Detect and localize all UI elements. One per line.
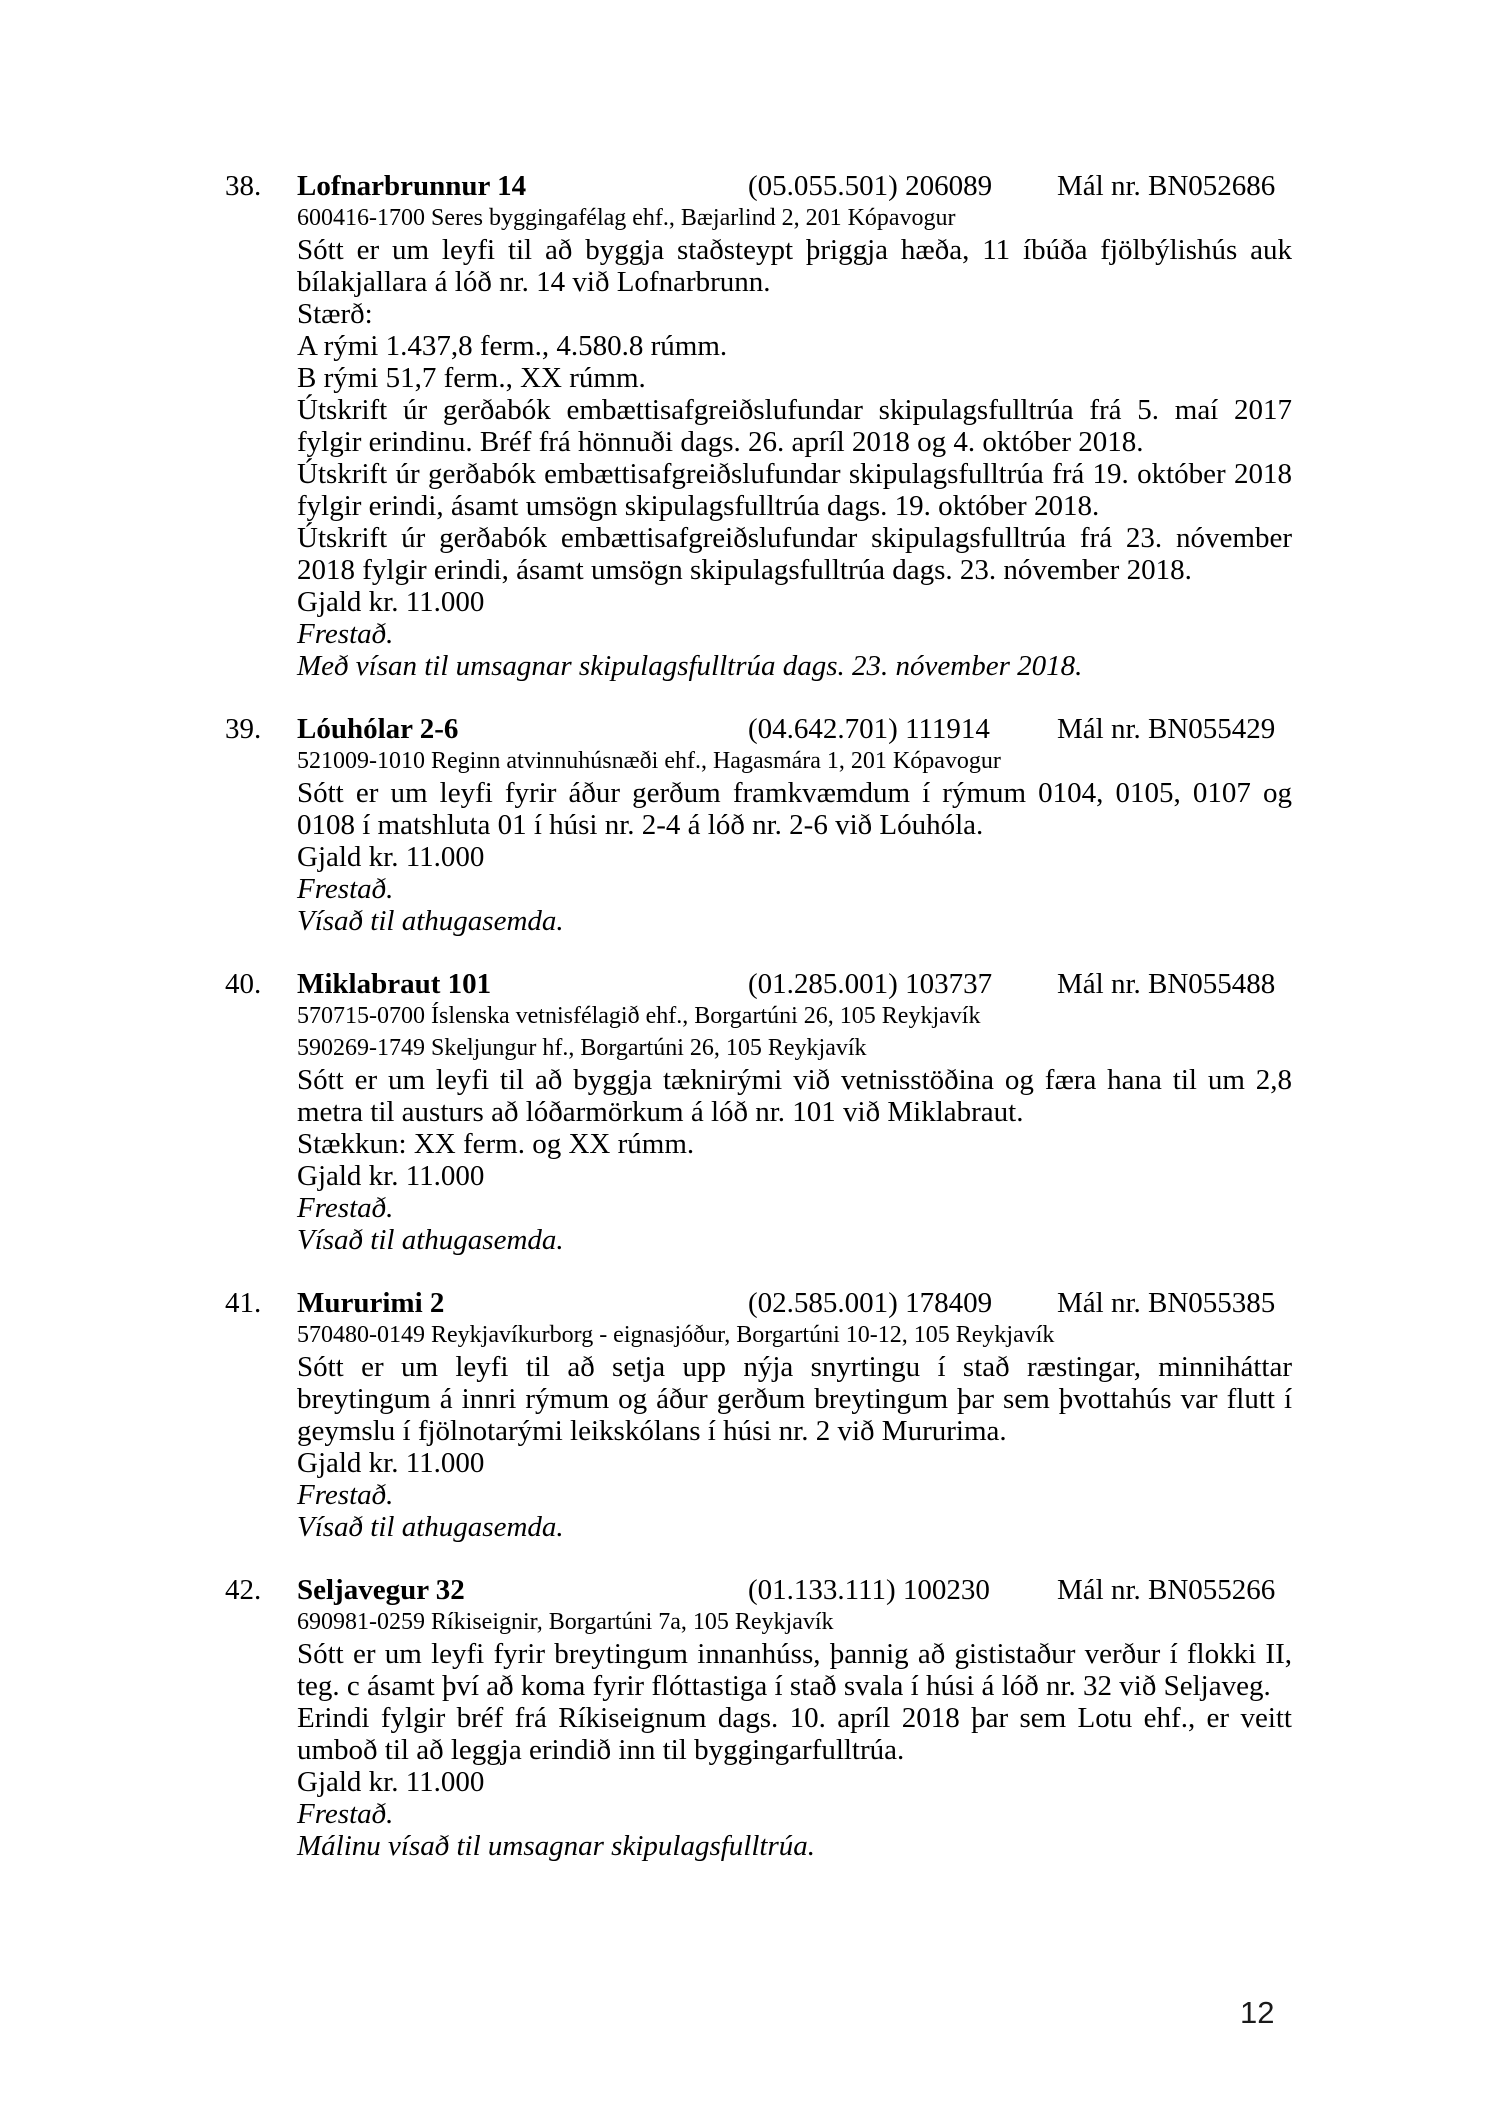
owner-line: 570715-0700 Íslenska vetnisfélagið ehf., Borgartúni 26, 105 Reykjavík — [297, 1003, 981, 1029]
owner-line: 590269-1749 Skeljungur hf., Borgartúni 26, 105 Reykjavík — [297, 1035, 867, 1061]
case-item — [225, 1287, 1292, 1543]
decision-line: Frestað. — [297, 1798, 394, 1830]
case-reference: (04.642.701) 111914 — [748, 713, 990, 745]
case-body — [297, 745, 1292, 937]
case-header — [225, 170, 1287, 202]
decision-line: Málinu vísað til umsagnar skipulagsfulltrúa. — [297, 1830, 815, 1862]
case-number: 38. — [225, 170, 262, 202]
decision-line: Frestað. — [297, 618, 394, 650]
description-paragraph: Sótt er um leyfi til að setja upp nýja snyrtingu í stað ræstingar, minniháttar breytingum á innri rýmum og áður gerðum breytingum þar sem þvottahús var flutt í geymslu í fjölnotarými leikskólans í húsi nr. 2 við Mururima. — [297, 1351, 1292, 1447]
description-paragraph: Stækkun: XX ferm. og XX rúmm. — [297, 1128, 695, 1160]
case-header — [225, 1287, 1287, 1319]
decision-line: Frestað. — [297, 1479, 394, 1511]
decision-line: Vísað til athugasemda. — [297, 1224, 564, 1256]
decision-line: Frestað. — [297, 1192, 394, 1224]
case-item — [225, 170, 1292, 682]
case-file-number: Mál nr. BN055266 — [1057, 1574, 1276, 1606]
description-paragraph: Útskrift úr gerðabók embættisafgreiðslufundar skipulagsfulltrúa frá 19. október 2018 fylgir erindi, ásamt umsögn skipulagsfulltrúa dags. 19. október 2018. — [297, 458, 1292, 522]
description-paragraph: Gjald kr. 11.000 — [297, 586, 485, 618]
description-paragraph: Sótt er um leyfi fyrir áður gerðum framkvæmdum í rýmum 0104, 0105, 0107 og 0108 í matshluta 01 í húsi nr. 2-4 á lóð nr. 2-6 við Lóuhóla. — [297, 777, 1292, 841]
description-paragraph: Sótt er um leyfi til að byggja staðsteypt þriggja hæða, 11 íbúða fjölbýlishús auk bílakjallara á lóð nr. 14 við Lofnarbrunn. — [297, 234, 1292, 298]
owner-line: 690981-0259 Ríkiseignir, Borgartúni 7a, 105 Reykjavík — [297, 1609, 834, 1635]
decision-line: Með vísan til umsagnar skipulagsfulltrúa dags. 23. nóvember 2018. — [297, 650, 1083, 682]
case-title: Miklabraut 101 — [297, 968, 492, 1000]
case-item — [225, 968, 1292, 1256]
description-paragraph: Sótt er um leyfi fyrir breytingum innanhúss, þannig að gististaður verður í flokki II, teg. c ásamt því að koma fyrir flóttastiga í stað svala í húsi á lóð nr. 32 við Seljaveg. — [297, 1638, 1292, 1702]
case-title: Mururimi 2 — [297, 1287, 445, 1319]
case-title: Lóuhólar 2-6 — [297, 713, 459, 745]
case-reference: (01.133.111) 100230 — [748, 1574, 990, 1606]
decision-line: Vísað til athugasemda. — [297, 905, 564, 937]
case-item — [225, 1574, 1292, 1862]
description-paragraph: A rými 1.437,8 ferm., 4.580.8 rúmm. — [297, 330, 728, 362]
description-paragraph: Sótt er um leyfi til að byggja tæknirými við vetnisstöðina og færa hana til um 2,8 metra til austurs að lóðarmörkum á lóð nr. 101 við Miklabraut. — [297, 1064, 1292, 1128]
case-reference: (02.585.001) 178409 — [748, 1287, 993, 1319]
case-title: Lofnarbrunnur 14 — [297, 170, 527, 202]
case-file-number: Mál nr. BN052686 — [1057, 170, 1276, 202]
case-header — [225, 968, 1287, 1000]
description-paragraph: Gjald kr. 11.000 — [297, 1160, 485, 1192]
case-reference: (01.285.001) 103737 — [748, 968, 993, 1000]
case-file-number: Mál nr. BN055385 — [1057, 1287, 1276, 1319]
page-number: 12 — [1240, 1995, 1275, 2030]
description-paragraph: Gjald kr. 11.000 — [297, 1447, 485, 1479]
case-item — [225, 713, 1292, 937]
description-paragraph: Útskrift úr gerðabók embættisafgreiðslufundar skipulagsfulltrúa frá 23. nóvember 2018 fylgir erindi, ásamt umsögn skipulagsfulltrúa dags. 23. nóvember 2018. — [297, 522, 1292, 586]
case-number: 41. — [225, 1287, 262, 1319]
description-paragraph: Útskrift úr gerðabók embættisafgreiðslufundar skipulagsfulltrúa frá 5. maí 2017 fylgir erindinu. Bréf frá hönnuði dags. 26. apríl 2018 og 4. október 2018. — [297, 394, 1292, 458]
case-number: 39. — [225, 713, 262, 745]
description-paragraph: Erindi fylgir bréf frá Ríkiseignum dags. 10. apríl 2018 þar sem Lotu ehf., er veitt umboð til að leggja erindið inn til byggingarfulltrúa. — [297, 1702, 1292, 1766]
case-body — [297, 1606, 1292, 1862]
owner-line: 570480-0149 Reykjavíkurborg - eignasjóður, Borgartúni 10-12, 105 Reykjavík — [297, 1322, 1055, 1348]
case-body — [297, 1319, 1292, 1543]
description-paragraph: Stærð: — [297, 298, 373, 330]
case-header — [225, 1574, 1287, 1606]
decision-line: Frestað. — [297, 873, 394, 905]
description-paragraph: B rými 51,7 ferm., XX rúmm. — [297, 362, 646, 394]
case-body — [297, 1000, 1292, 1256]
owner-line: 521009-1010 Reginn atvinnuhúsnæði ehf., Hagasmára 1, 201 Kópavogur — [297, 748, 1001, 774]
owner-line: 600416-1700 Seres byggingafélag ehf., Bæjarlind 2, 201 Kópavogur — [297, 205, 956, 231]
case-header — [225, 713, 1287, 745]
case-file-number: Mál nr. BN055429 — [1057, 713, 1276, 745]
case-title: Seljavegur 32 — [297, 1574, 465, 1606]
decision-line: Vísað til athugasemda. — [297, 1511, 564, 1543]
case-file-number: Mál nr. BN055488 — [1057, 968, 1276, 1000]
case-list — [225, 170, 1292, 1893]
description-paragraph: Gjald kr. 11.000 — [297, 1766, 485, 1798]
description-paragraph: Gjald kr. 11.000 — [297, 841, 485, 873]
case-number: 42. — [225, 1574, 262, 1606]
case-body — [297, 202, 1292, 682]
case-number: 40. — [225, 968, 262, 1000]
case-reference: (05.055.501) 206089 — [748, 170, 993, 202]
